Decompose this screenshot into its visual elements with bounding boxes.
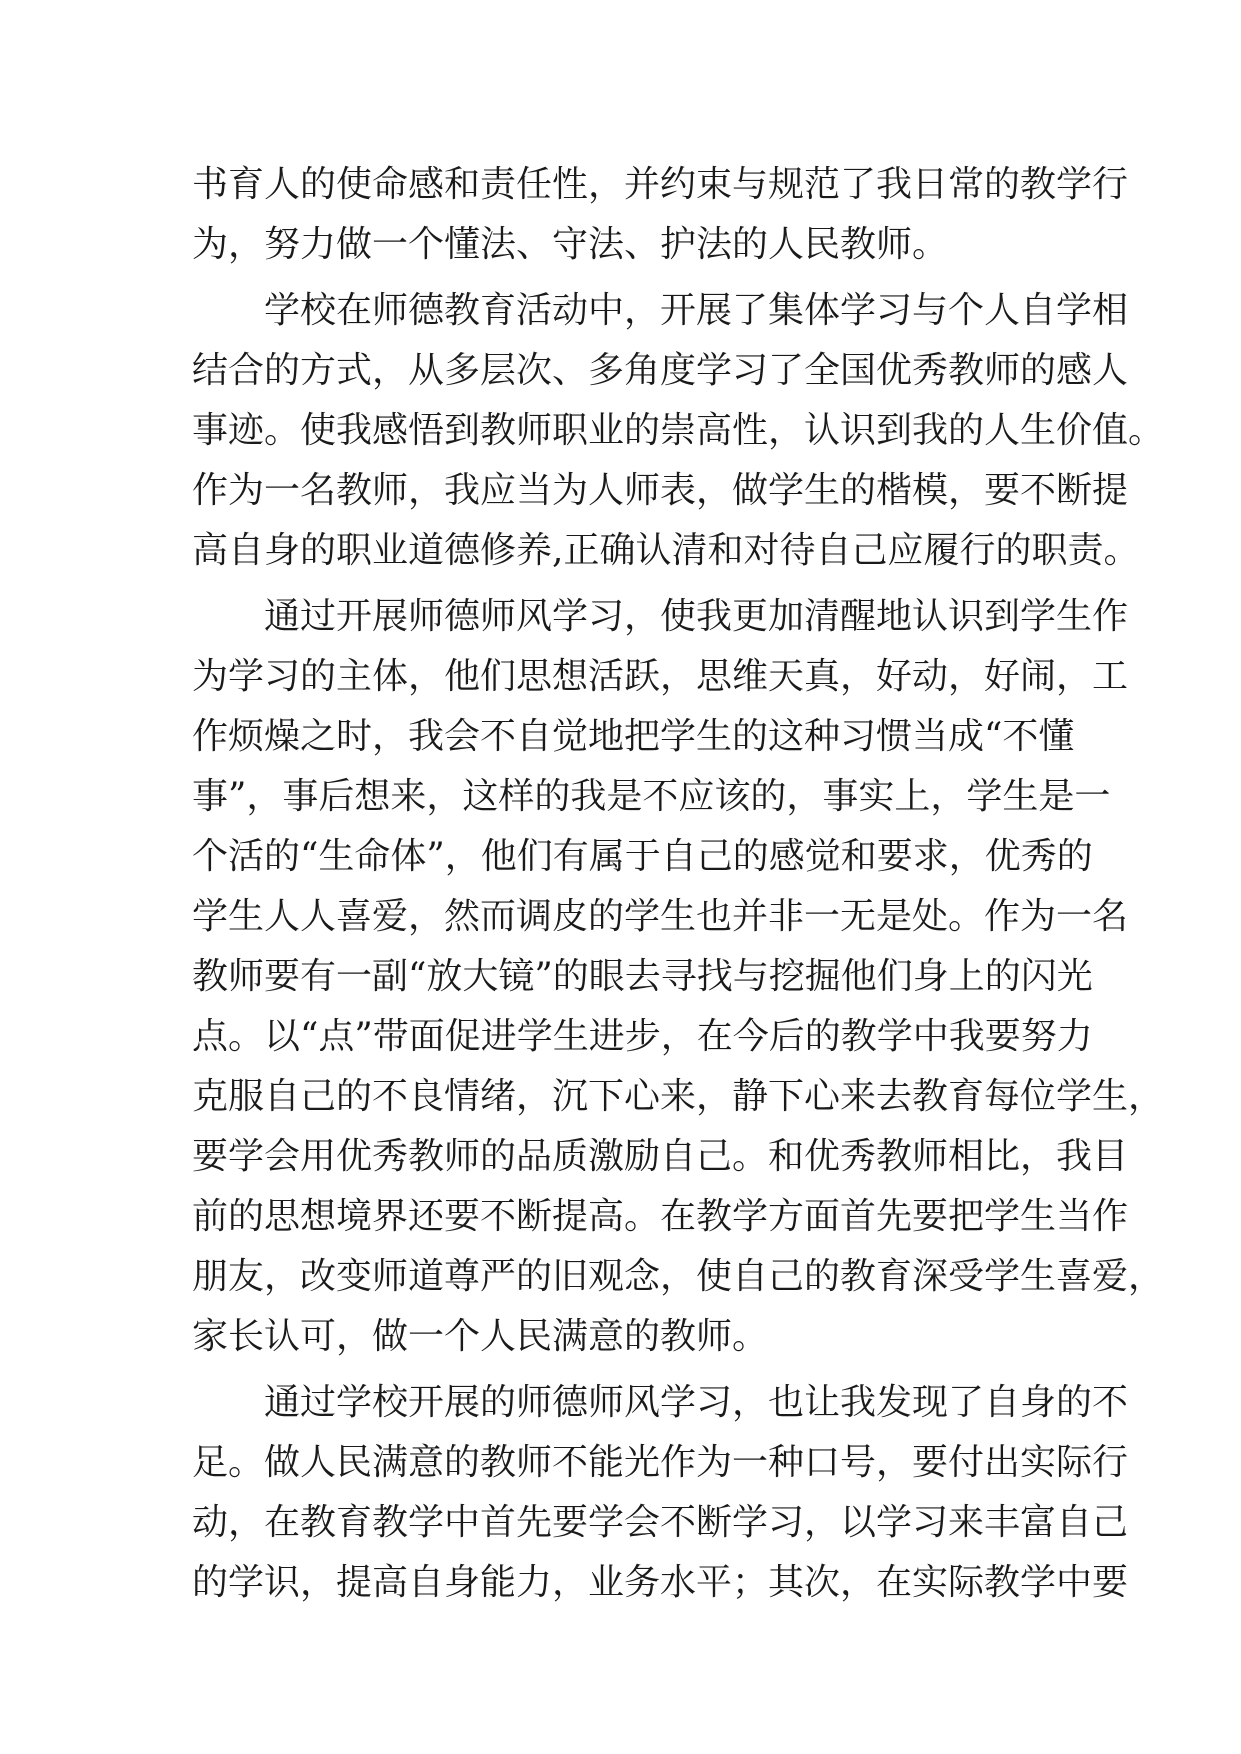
text-line: 事迹。使我感悟到教师职业的崇高性，认识到我的人生价值。 xyxy=(192,410,1165,451)
paragraph xyxy=(192,155,1129,275)
text-line: 学校在师德教育活动中，开展了集体学习与个人自学相 xyxy=(264,290,1129,331)
text-line: 的学识，提高自身能力，业务水平；其次，在实际教学中要 xyxy=(192,1562,1129,1603)
text-line: 通过开展师德师风学习，使我更加清醒地认识到学生作 xyxy=(264,596,1129,637)
text-line: 家长认可，做一个人民满意的教师。 xyxy=(192,1316,769,1357)
text-line: 作为一名教师，我应当为人师表，做学生的楷模，要不断提 xyxy=(192,470,1129,511)
paragraph xyxy=(192,1373,1129,1613)
text-line: 要学会用优秀教师的品质激励自己。和优秀教师相比，我目 xyxy=(192,1136,1129,1177)
paragraph xyxy=(192,587,1165,1367)
text-line: 个活的“生命体”，他们有属于自己的感觉和要求，优秀的 xyxy=(192,836,1093,877)
paragraph xyxy=(192,281,1165,581)
text-line: 书育人的使命感和责任性，并约束与规范了我日常的教学行 xyxy=(192,164,1129,205)
text-line: 结合的方式，从多层次、多角度学习了全国优秀教师的感人 xyxy=(192,350,1129,391)
text-line: 点。以“点”带面促进学生进步，在今后的教学中我要努力 xyxy=(192,1016,1093,1057)
text-line: 作烦燥之时，我会不自觉地把学生的这种习惯当成“不懂 xyxy=(192,716,1075,757)
text-line: 前的思想境界还要不断提高。在教学方面首先要把学生当作 xyxy=(192,1196,1129,1237)
text-line: 教师要有一副“放大镜”的眼去寻找与挖掘他们身上的闪光 xyxy=(192,956,1093,997)
text-line: 为，努力做一个懂法、守法、护法的人民教师。 xyxy=(192,224,949,265)
text-line: 克服自己的不良情绪，沉下心来，静下心来去教育每位学生， xyxy=(192,1076,1165,1117)
text-line: 通过学校开展的师德师风学习，也让我发现了自身的不 xyxy=(264,1382,1129,1423)
text-line: 高自身的职业道德修养,正确认清和对待自己应履行的职责。 xyxy=(192,530,1140,571)
text-line: 为学习的主体，他们思想活跃，思维天真，好动，好闹，工 xyxy=(192,656,1129,697)
text-line: 事”，事后想来，这样的我是不应该的，事实上，学生是一 xyxy=(192,776,1111,817)
text-line: 学生人人喜爱，然而调皮的学生也并非一无是处。作为一名 xyxy=(192,896,1129,937)
text-line: 足。做人民满意的教师不能光作为一种口号，要付出实际行 xyxy=(192,1442,1129,1483)
body-text xyxy=(192,155,1165,1613)
text-line: 动，在教育教学中首先要学会不断学习，以学习来丰富自己 xyxy=(192,1502,1129,1543)
text-line: 朋友，改变师道尊严的旧观念，使自己的教育深受学生喜爱， xyxy=(192,1256,1165,1297)
